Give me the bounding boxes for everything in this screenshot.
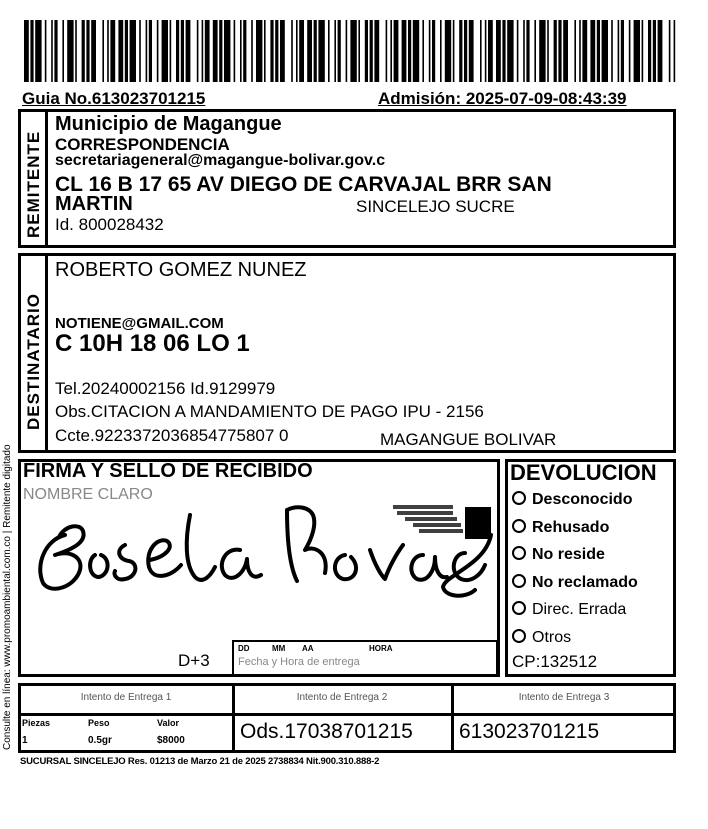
barcode-bar (523, 20, 525, 82)
barcode-bar (365, 20, 368, 82)
barcode-bar (234, 20, 236, 82)
barcode-bar (291, 20, 293, 82)
barcode-bar (574, 20, 576, 82)
sender-address-line1: CL 16 B 17 65 AV DIEGO DE CARVAJAL BRR SAN (55, 173, 552, 196)
barcode-bar (338, 20, 341, 82)
sender-city: SINCELEJO SUCRE (356, 197, 515, 216)
barcode-bar (669, 20, 671, 82)
barcode-bar (256, 20, 262, 82)
recipient-email: NOTIENE@GMAIL.COM (55, 315, 224, 332)
barcode-bar (374, 20, 379, 82)
barcode-bar (539, 20, 545, 82)
barcode-bar (517, 20, 519, 82)
barcode-bar (485, 20, 487, 82)
barcode-bar (280, 20, 285, 82)
barcode-bar (394, 20, 399, 82)
barcode-bar (502, 20, 505, 82)
barcode-bar (507, 20, 513, 82)
barcode-bar (51, 20, 53, 82)
barcode-bar (162, 20, 168, 82)
barcode-bar (480, 20, 482, 82)
barcode-bar (264, 20, 266, 82)
sender-email: secretariageneral@magangue-bolivar.gov.c (55, 152, 386, 169)
barcode-bar (62, 20, 64, 82)
barcode-bar (386, 20, 388, 82)
attempt-2: Intento de Entrega 2 (296, 692, 388, 703)
barcode-bar (149, 20, 152, 82)
barcode-bar (642, 20, 644, 82)
barcode-bar (35, 20, 41, 82)
signature-label: FIRMA Y SELLO DE RECIBIDO (23, 460, 313, 482)
barcode-bar (422, 20, 424, 82)
date-caption: Fecha y Hora de entrega (238, 656, 360, 668)
return-option-otros[interactable]: Otros (512, 624, 638, 652)
barcode-bar (390, 20, 392, 82)
return-option-no-reclamado[interactable]: No reclamado (512, 569, 638, 597)
barcode-bar (24, 20, 29, 82)
barcode-bar (370, 20, 373, 82)
barcode-bar (358, 20, 360, 82)
barcode-bar (299, 20, 304, 82)
barcode-bar (582, 20, 587, 82)
tracking-number: 613023701215 (459, 720, 600, 743)
barcode-bar (240, 20, 242, 82)
admission-date: Admisión: 2025-07-09-08:43:39 (378, 89, 627, 108)
barcode-bar (243, 20, 246, 82)
radio-circle-icon (512, 546, 526, 560)
barcode-bar (219, 20, 222, 82)
barcode-bar (45, 20, 47, 82)
barcode-bar (464, 20, 467, 82)
sender-department: CORRESPONDENCIA (55, 135, 230, 154)
recipient-observation: Obs.CITACION A MANDAMIENTO DE PAGO IPU - 2156 (55, 402, 484, 421)
barcode-bar (658, 20, 663, 82)
return-option-direc-errada[interactable]: Direc. Errada (512, 596, 638, 624)
barcode-bar (30, 20, 33, 82)
package-header-weight: Peso (88, 718, 110, 728)
footer-branch: SUCURSAL SINCELEJO Res. 01213 de Marzo 21 de 2025 2738834 Nit.900.310.888-2 (20, 756, 380, 767)
barcode-bar (181, 20, 184, 82)
date-header-hora: HORA (369, 644, 393, 653)
barcode-bar (432, 20, 435, 82)
barcode-bar (328, 20, 330, 82)
barcode-bar (82, 20, 85, 82)
package-header-value: Valor (157, 718, 180, 728)
date-header-mm: MM (272, 644, 286, 653)
barcode-bar (314, 20, 317, 82)
barcode-bar (408, 20, 411, 82)
barcode-bar (107, 20, 109, 82)
barcode-bar (146, 20, 148, 82)
delivery-code: D+3 (178, 651, 210, 670)
barcode-bar (618, 20, 620, 82)
barcode-bar (102, 20, 104, 82)
barcode-bar (496, 20, 501, 82)
barcode-bar (526, 20, 529, 82)
radio-circle-icon (512, 491, 526, 505)
barcode-bar (346, 20, 348, 82)
barcode-bar (554, 20, 557, 82)
barcode-bar (202, 20, 204, 82)
barcode-bar (547, 20, 549, 82)
barcode-bar (130, 20, 136, 82)
barcode-bar (125, 20, 128, 82)
barcode-bar (118, 20, 123, 82)
barcode-bar (350, 20, 356, 82)
barcode-bar (270, 20, 273, 82)
barcode-bar (445, 20, 451, 82)
package-weight: 0.5gr (88, 735, 112, 746)
ods-number: Ods.17038701215 (240, 720, 413, 743)
barcode-bar (590, 20, 595, 82)
attempt-3: Intento de Entrega 3 (518, 692, 610, 703)
date-time-box (232, 640, 498, 676)
barcode-bar (440, 20, 442, 82)
barcode-bar (197, 20, 199, 82)
return-option-rehusado[interactable]: Rehusado (512, 514, 638, 542)
sender-name: Municipio de Magangue (55, 113, 282, 135)
barcode-bar (139, 20, 141, 82)
attempt-1: Intento de Entrega 1 (80, 692, 172, 703)
barcode-bar (597, 20, 600, 82)
recipient-label: DESTINATARIO (24, 293, 43, 430)
date-header-aa: AA (302, 644, 314, 653)
return-option-desconocido[interactable]: Desconocido (512, 486, 638, 514)
sender-id: Id. 800028432 (55, 215, 164, 234)
barcode-bar (186, 20, 191, 82)
barcode-bar (469, 20, 474, 82)
barcode-bar (251, 20, 253, 82)
guide-number: Guia No.613023701215 (22, 89, 206, 108)
recipient-phone-id: Tel.20240002156 Id.9129979 (55, 379, 276, 398)
barcode-bar (75, 20, 77, 82)
barcode-bar (674, 20, 676, 82)
barcode-bar (67, 20, 73, 82)
barcode-bar (205, 20, 210, 82)
barcode (20, 20, 680, 82)
barcode-bar (621, 20, 624, 82)
sender-label: REMITENTE (24, 130, 43, 238)
barcode-bar (459, 20, 462, 82)
barcode-bar (602, 20, 608, 82)
barcode-bar (534, 20, 536, 82)
barcode-bar (224, 20, 230, 82)
barcode-bar (334, 20, 336, 82)
barcode-bar (429, 20, 431, 82)
barcode-bar (170, 20, 172, 82)
barcode-bar (629, 20, 631, 82)
barcode-bar (634, 20, 640, 82)
handwritten-signature (25, 495, 495, 600)
barcode-bar (157, 20, 159, 82)
barcode-bar (611, 20, 613, 82)
name-clear-label: NOMBRE CLARO (23, 486, 153, 503)
barcode-bar (86, 20, 89, 82)
barcode-bar (318, 20, 324, 82)
return-cp: CP:132512 (512, 652, 598, 671)
barcode-bar (558, 20, 561, 82)
barcode-bar (307, 20, 312, 82)
barcode-bar (54, 20, 57, 82)
date-header-dd: DD (238, 644, 250, 653)
recipient-address: C 10H 18 06 LO 1 (55, 330, 250, 357)
barcode-bar (653, 20, 656, 82)
recipient-name: ROBERTO GOMEZ NUNEZ (55, 259, 307, 281)
package-value: $8000 (157, 735, 185, 746)
return-option-no-reside[interactable]: No reside (512, 541, 638, 569)
barcode-bar (91, 20, 96, 82)
barcode-bar (579, 20, 581, 82)
barcode-bar (488, 20, 493, 82)
return-options (512, 486, 638, 651)
package-pieces: 1 (22, 735, 28, 746)
barcode-bar (563, 20, 568, 82)
radio-circle-icon (512, 629, 526, 643)
radio-circle-icon (512, 601, 526, 615)
side-note: Consulte en línea: www.promoambiental.com.co | Remitente digitado (2, 444, 13, 750)
barcode-bar (402, 20, 407, 82)
sender-address-line2: MARTIN (55, 193, 133, 215)
barcode-bar (275, 20, 278, 82)
barcode-bar (176, 20, 179, 82)
recipient-account: Ccte.9223372036854775807 0 (55, 426, 289, 445)
return-label: DEVOLUCION (510, 460, 657, 485)
barcode-bar (296, 20, 298, 82)
recipient-city: MAGANGUE BOLIVAR (380, 430, 557, 449)
barcode-bar (110, 20, 115, 82)
radio-circle-icon (512, 574, 526, 588)
barcode-bar (413, 20, 419, 82)
barcode-bar (648, 20, 651, 82)
radio-circle-icon (512, 519, 526, 533)
barcode-bar (453, 20, 455, 82)
package-header-pieces: Piezas (22, 718, 51, 728)
barcode-bar (213, 20, 218, 82)
